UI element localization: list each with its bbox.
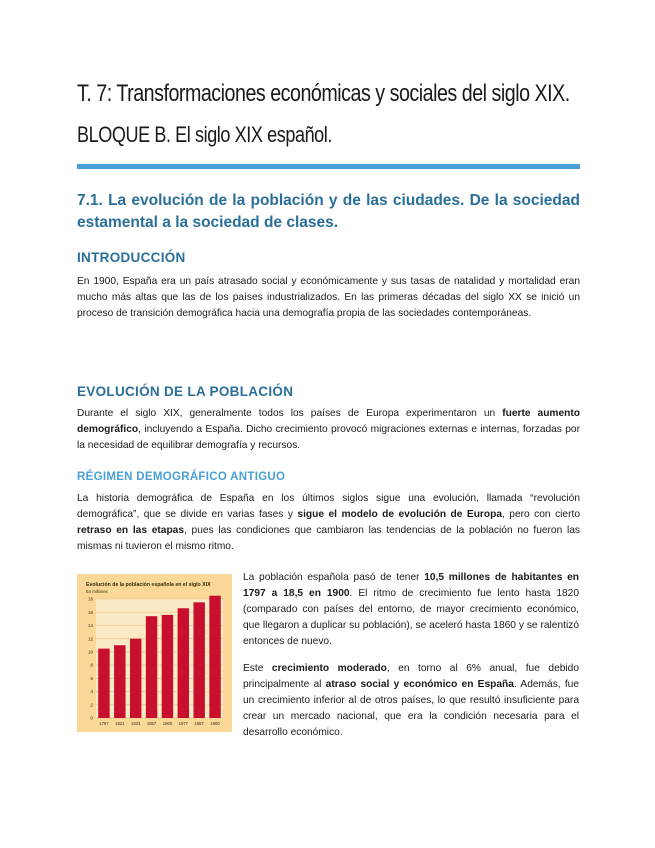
regimen-heading: RÉGIMEN DEMOGRÁFICO ANTIGUO	[77, 471, 286, 483]
population-chart	[77, 574, 232, 732]
chart-bar	[146, 616, 157, 718]
evolucion-heading: EVOLUCIÓN DE LA POBLACIÓN	[77, 384, 294, 399]
chart-y-tick-label: 0	[90, 715, 93, 721]
regimen-paragraph-3: Este crecimiento moderado, en torno al 6% anual, fue debido principalmente al atraso social y económico en España. Además, fue un crecimiento inferior al de otros países, lo que resultó insuficiente para crear un mercado nacional, que era la condición necesaria para el desarrollo económico.	[243, 663, 580, 738]
chart-x-tick-label: 1821	[115, 721, 125, 726]
title-divider	[77, 164, 580, 169]
chart-x-tick-label: 1797	[99, 721, 109, 726]
document-subtitle: BLOQUE B. El siglo XIX español.	[77, 122, 333, 147]
chart-title: Evolución de la población española en el siglo XIX	[86, 582, 211, 588]
chart-y-tick-label: 16	[87, 609, 93, 615]
chart-y-tick-label: 18	[87, 596, 93, 602]
chart-y-tick-label: 10	[87, 649, 93, 655]
chart-y-tick-label: 14	[87, 623, 93, 629]
chart-bar	[193, 602, 204, 718]
document-title: T. 7: Transformaciones económicas y sociales del siglo XIX.	[77, 80, 570, 107]
chart-y-label: En millones	[86, 589, 108, 594]
chart-y-tick-label: 6	[90, 675, 93, 681]
chart-bar	[178, 608, 189, 718]
chart-bar	[98, 649, 109, 718]
chart-x-tick-label: 1860	[162, 721, 173, 726]
chart-bar	[162, 615, 173, 718]
evolucion-paragraph: Durante el siglo XIX, generalmente todos los países de Europa experimentaron un fuerte aumento demográfico, incluyendo a España. Dicho crecimiento provocó migraciones externas e internas, forzadas por la necesidad de equilibrar demografía y recursos.	[77, 408, 580, 451]
chart-bar	[209, 596, 220, 718]
chart-y-tick-label: 12	[87, 636, 93, 642]
chart-y-tick-label: 8	[90, 662, 93, 668]
chart-bar	[114, 645, 125, 718]
intro-heading: INTRODUCCIÓN	[77, 250, 186, 265]
population-chart-svg	[77, 574, 232, 732]
section-title: 7.1. La evolución de la población y de las ciudades. De la sociedad estamental a la sociedad de clases.	[77, 192, 580, 231]
chart-x-tick-label: 1877	[178, 721, 188, 726]
chart-x-tick-label: 1900	[210, 721, 220, 726]
intro-paragraph: En 1900, España era un país atrasado social y económicamente y sus tasas de natalidad y mortalidad eran mucho más altas que las de los países industrializados. En las primeras décadas del siglo XX se inició un proceso de transición demográfica hacia una demografía propia de las sociedades contemporáneas.	[77, 276, 580, 319]
regimen-paragraph-2: La población española pasó de tener 10,5 millones de habitantes en 1797 a 18,5 en 1900. El ritmo de crecimiento fue lento hasta 1820 (comparado con países del entorno, de mayor crecimiento económico, que llegaron a duplicar su población), se aceleró hasta 1860 y se ralentizó entonces de nuevo.	[243, 572, 579, 647]
chart-y-tick-label: 2	[90, 702, 93, 708]
chart-y-tick-label: 4	[90, 689, 93, 695]
regimen-paragraph-1: La historia demográfica de España en los últimos siglos sigue una evolución, llamada “revolución demográfica”, que se divide en varias fases y sigue el modelo de evolución de Europa, pero con cierto retraso en las etapas, pues las condiciones que cambiaron las tendencias de la población no fueron las mismas ni tuvieron el mismo ritmo.	[77, 493, 580, 552]
chart-bar	[130, 639, 141, 718]
chart-x-tick-label: 1833	[131, 721, 141, 726]
chart-x-tick-label: 1857	[146, 721, 157, 726]
chart-x-tick-label: 1887	[194, 721, 204, 726]
